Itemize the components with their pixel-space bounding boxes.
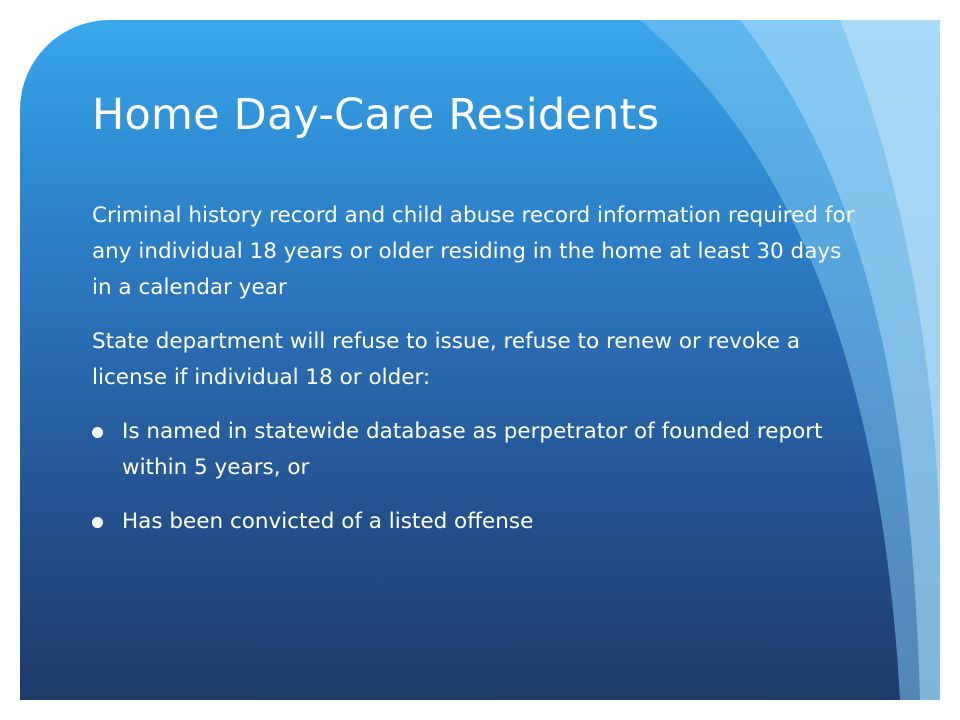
slide-title: Home Day-Care Residents <box>92 90 660 140</box>
paragraph-record-requirement: Criminal history record and child abuse record information required for any individual 18 years or older residing in the home at least 30 days in a calendar year <box>92 203 855 300</box>
bullet-dot-icon <box>92 427 103 438</box>
paragraph-license-refusal: State department will refuse to issue, refuse to renew or revoke a license if individual 18 or older: <box>92 329 801 390</box>
bullet-item <box>92 504 862 540</box>
bullet-item <box>92 414 862 486</box>
bullet-text-statewide-database: Is named in statewide database as perpetrator of founded report within 5 years, or <box>122 419 823 480</box>
bullet-text-convicted-offense: Has been convicted of a listed offense <box>122 509 534 534</box>
bullet-dot-icon <box>92 517 103 528</box>
slide-body <box>92 198 862 558</box>
slide <box>20 20 940 700</box>
